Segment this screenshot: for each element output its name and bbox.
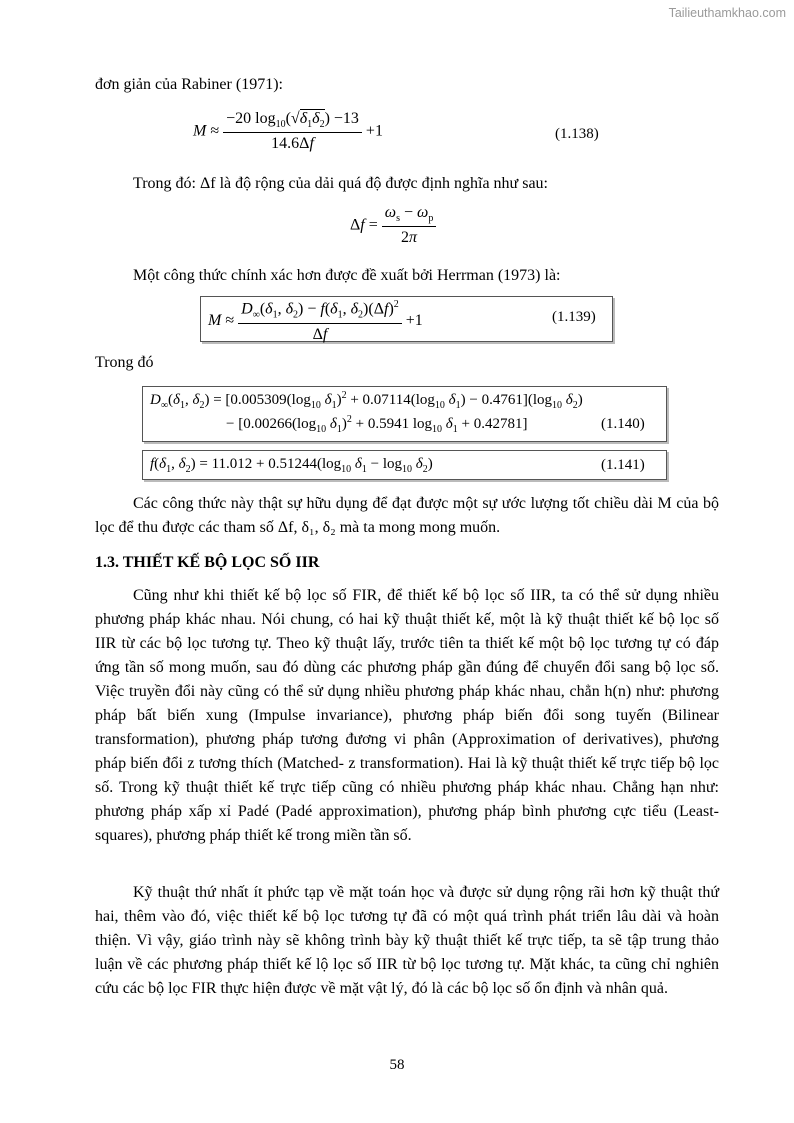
equation-1-139: M ≈ $\frac{D_\infty(\delta_1, \delta_2) - f(\delta_1, \delta_2)(\Delta f)^2}{\Delta f}$ +1 <box>208 299 423 343</box>
intro-line: đơn giản của Rabiner (1971): <box>95 76 283 93</box>
delta-f-formula: Δf = $\frac{\omega_s - \omega_p}{2\pi}$ <box>350 204 436 247</box>
equation-number-1-139: (1.139) <box>552 309 596 325</box>
equation-1-138: M ≈ $\frac{-20 \log_{10}(√\delta_1\delta_2) -13}{14.6\Delta f}$ +1 <box>193 110 383 153</box>
watermark: Tailieuthamkhao.com <box>668 6 786 20</box>
section-heading: 1.3. THIẾT KẾ BỘ LỌC SỐ IIR <box>95 554 320 571</box>
paragraph-iir-methods: Cũng như khi thiết kế bộ lọc số FIR, để thiết kế bộ lọc số IIR, ta có thể sử dụng nhiều phương pháp khác nhau. Nói chung, có hai kỹ thuật thiết kế, một là kỹ thuật thiết kế bộ lọc số IIR từ các bộ lọc tương tự. Theo kỹ thuật lấy, trước tiên ta thiết kế một bộ lọc tương tự có đáp ứng tần số mong muốn, sau đó dùng các phương pháp gần đúng để chuyển đổi sang bộ lọc số. Việc truyền đổi này cũng có thể sử dụng nhiều phương pháp khác nhau, chẳn h(n) như: phương pháp bất biến xung (Impulse invariance), phương pháp biến đổi song tuyến (Bilinear transformation), phương pháp tương đương vi phân (Approximation of derivatives), phương pháp biến đổi z tương thích (Matched- z transformation). Hai là kỹ thuật thiết kế trực tiếp bộ lọc số. Trong kỹ thuật thiết kế trực tiếp cũng có nhiều phương pháp khác nhau. Chẳng hạn như: phương pháp xấp xỉ Padé (Padé approximation), phương pháp bình phương cực tiểu (Least-squares), phương pháp thiết kế trong miền tần số. <box>95 587 719 844</box>
equation-1-141: $f(\delta_1$, $\delta_2) = 11.012 + 0.51244(\log_{10}$ $\delta_1 - \log_{10} \delta_2$) <box>150 456 433 475</box>
page-number: 58 <box>389 1057 405 1073</box>
where-label: Trong đó <box>95 354 154 371</box>
paragraph-useful: Các công thức này thật sự hữu dụng để đạt được một sự ước lượng tốt chiều dài M của bộ lọc để thu được các tham số Δf, δ₁, δ₂ mà ta mong mong muốn. <box>95 495 719 536</box>
delta-f-definition-text: Trong đó: Δf là độ rộng của dải quá độ được định nghĩa như sau: <box>133 175 548 192</box>
equation-1-140-line2: − [$0.00266(\log_{10}$ $\delta_1)^2 + 0.5941$ $\log_{10} \delta_1 + 0.42781$] <box>226 414 528 435</box>
equation-number-1-141: (1.141) <box>601 457 645 473</box>
equation-1-140-line1: $D_\infty(\delta_1$, $\delta_2) = [0.005309(\log_{10}$ $\delta_1)^2 + 0.07114(\log_{10}$ $\delta_1) - 0.4761](\log_{10}$ $\delta_2$) <box>150 390 583 411</box>
herrman-text: Một công thức chính xác hơn được đề xuất bởi Herrman (1973) là: <box>133 267 561 284</box>
paragraph-iir-conclusion: Kỹ thuật thứ nhất ít phức tạp về mặt toán học và được sử dụng rộng rãi hơn kỹ thuật thứ hai, thêm vào đó, việc thiết kế bộ lọc tương tự đã có một quá trình phát triển lâu dài và hoàn thiện. Vì vậy, giáo trình này sẽ không trình bày kỹ thuật thiết kế trực tiếp, ta sẽ tập trung thảo luận về các phương pháp thiết kế lộ lọc số IIR từ bộ lọc tương tự. Mặt khác, ta cũng chỉ nghiên cứu các bộ lọc FIR thực hiện được về mặt vật lý, đó là các bộ lọc số ổn định và nhân quả. <box>95 884 719 997</box>
equation-number-1-138: (1.138) <box>555 126 599 142</box>
equation-number-1-140: (1.140) <box>601 416 645 432</box>
